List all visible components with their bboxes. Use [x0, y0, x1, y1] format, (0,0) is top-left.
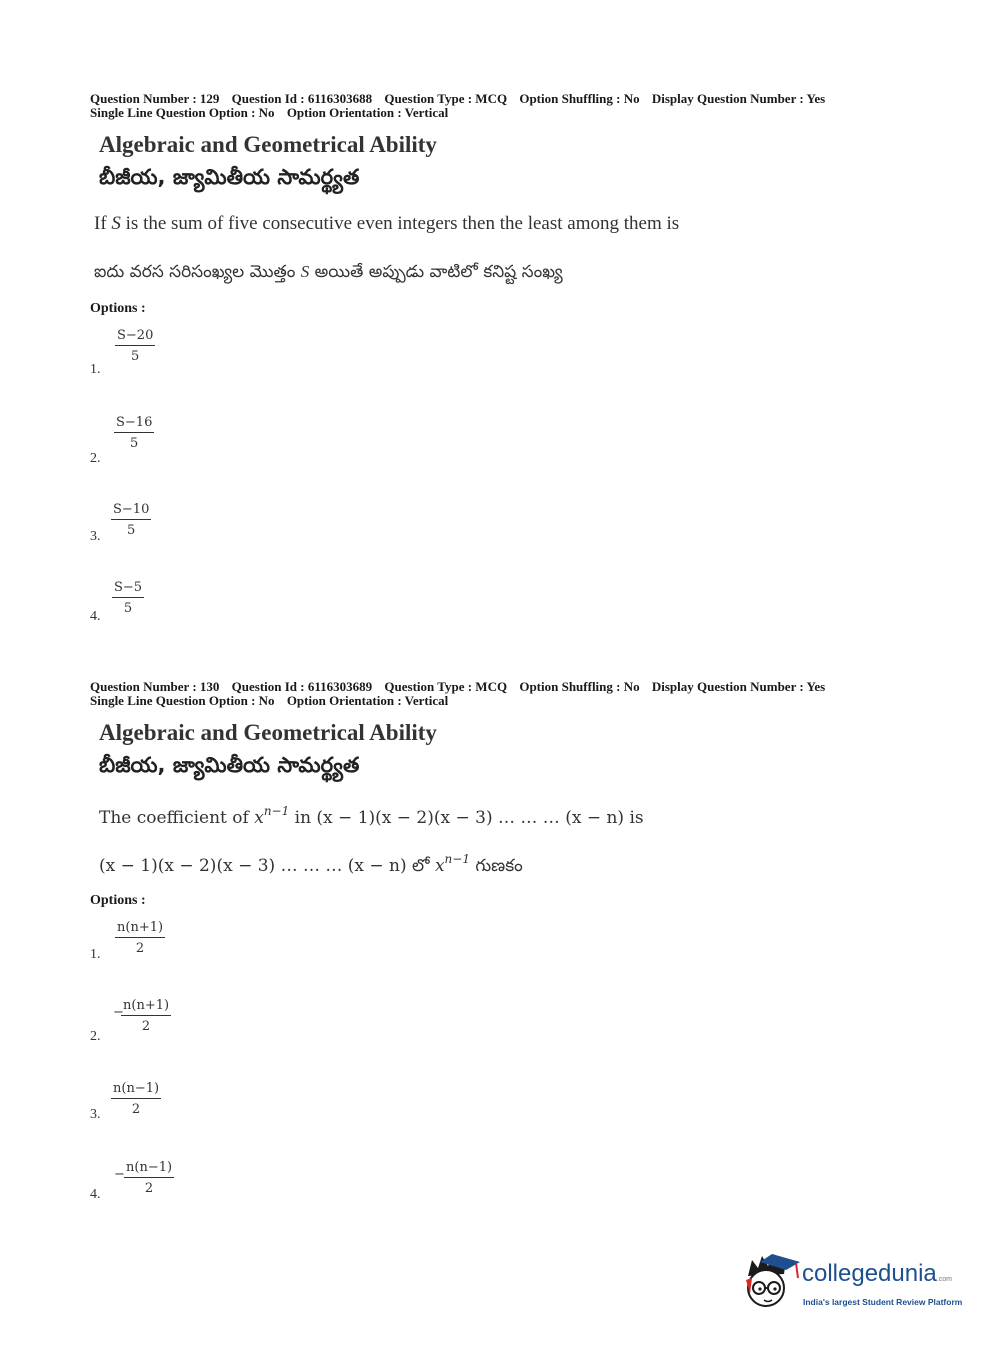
single-line-option: Single Line Question Option : No [90, 693, 275, 708]
display-question-number: Display Question Number : Yes [651, 91, 826, 106]
section-title: Algebraic and Geometrical Ability [99, 132, 437, 157]
option-fraction: $\frac{n(n-1)}{2}$ [113, 1081, 160, 1117]
question-text-telugu: (x − 1)(x − 2)(x − 3) … … … (x − n) లో $x^{n-1}$ గుణకం [99, 852, 523, 876]
option-fraction: $\frac{S-20}{5}$ [117, 328, 154, 364]
question-number: Question Number : 129 [90, 91, 220, 106]
option-fraction: $\frac{S-16}{5}$ [116, 415, 153, 451]
question-id: Question Id : 6116303689 [231, 679, 373, 694]
question-text-english: The coefficient of $x^{n-1}$ in (x − 1)(x − 2)(x − 3) … … … (x − n) is [99, 804, 644, 828]
options-label: Options : [90, 301, 146, 316]
minus-sign: − [114, 1167, 125, 1182]
option-fraction: $\frac{n(n+1)}{2}$ [117, 920, 164, 956]
option-orientation: Option Orientation : Vertical [286, 693, 449, 708]
question-meta-line2 [90, 694, 970, 708]
question-text-english: If S is the sum of five consecutive even integers then the least among them is [94, 213, 680, 234]
option-fraction: $\frac{n(n-1)}{2}$ [126, 1160, 173, 1196]
option-orientation: Option Orientation : Vertical [286, 105, 449, 120]
single-line-option: Single Line Question Option : No [90, 105, 275, 120]
option-number: 2. [90, 451, 101, 466]
option-number: 4. [90, 1187, 101, 1202]
option-shuffling: Option Shuffling : No [519, 91, 640, 106]
option-fraction: $\frac{n(n+1)}{2}$ [123, 998, 170, 1034]
logo-brand: collegedunia.com [802, 1260, 952, 1287]
question-number: Question Number : 130 [90, 679, 220, 694]
options-label: Options : [90, 893, 146, 908]
collegedunia-logo [742, 1250, 972, 1312]
question-type: Question Type : MCQ [384, 679, 508, 694]
option-number: 3. [90, 529, 101, 544]
option-fraction: $\frac{S-5}{5}$ [114, 580, 143, 616]
section-title-telugu: బీజీయ, జ్యామితీయ సామర్థ్యత [99, 753, 360, 777]
option-shuffling: Option Shuffling : No [519, 679, 640, 694]
question-type: Question Type : MCQ [384, 91, 508, 106]
option-number: 4. [90, 609, 101, 624]
question-id: Question Id : 6116303688 [231, 91, 373, 106]
question-meta-line1 [90, 680, 970, 694]
section-title: Algebraic and Geometrical Ability [99, 720, 437, 745]
logo-tagline: India's largest Student Review Platform [803, 1297, 963, 1307]
question-meta-line2 [90, 106, 970, 120]
question-text-telugu: ఐదు వరస సరిసంఖ్యల మొత్తం S అయితే అప్పుడు వాటిలో కనిష్ట సంఖ్య [94, 262, 563, 282]
option-number: 3. [90, 1107, 101, 1122]
minus-sign: − [113, 1005, 124, 1020]
mascot-icon [742, 1250, 804, 1312]
option-number: 1. [90, 362, 101, 377]
option-number: 2. [90, 1029, 101, 1044]
question-meta-line1 [90, 92, 970, 106]
option-number: 1. [90, 947, 101, 962]
display-question-number: Display Question Number : Yes [651, 679, 826, 694]
option-fraction: $\frac{S-10}{5}$ [113, 502, 150, 538]
section-title-telugu: బీజీయ, జ్యామితీయ సామర్థ్యత [99, 165, 360, 189]
